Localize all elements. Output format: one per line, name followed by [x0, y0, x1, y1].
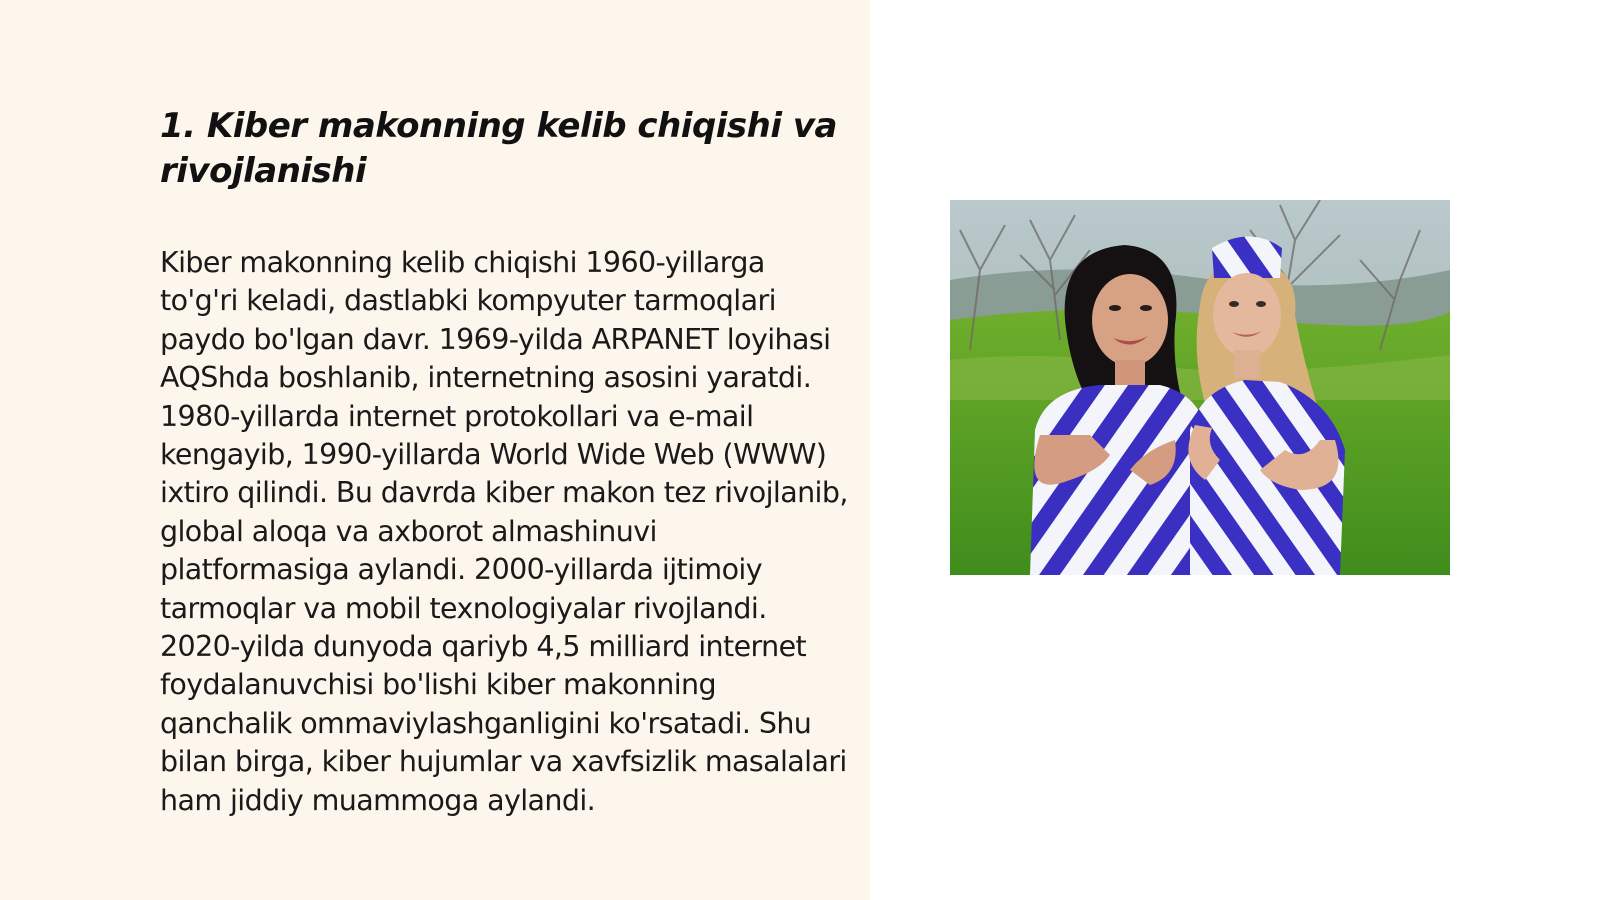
slide-body-text: Kiber makonning kelib chiqishi 1960-yillarga to'g'ri keladi, dastlabki kompyuter tarmoqlari paydo bo'lgan davr. 1969-yilda ARPANET loyihasi AQShda boshlanib, internetning asosini yaratdi. 1980-yillarda internet protokollari va e-mail kengayib, 1990-yillarda World Wide Web (WWW) ixtiro qilindi. Bu davrda kiber makon tez rivojlanib, global aloqa va axborot almashinuvi platformasiga aylandi. 2000-yillarda ijtimoiy tarmoqlar va mobil texnologiyalar rivojlandi. 2020-yilda dunyoda qariyb 4,5 milliard internet foydalanuvchisi bo'lishi kiber makonning qanchalik ommaviylashganligini ko'rsatadi. Shu bilan birga, kiber hujumlar va xavfsizlik masalalari ham jiddiy muammoga aylandi. — [160, 246, 848, 817]
photo — [950, 200, 1450, 575]
slide-title: 1. Kiber makonning kelib chiqishi va rivojlanishi — [160, 106, 837, 191]
photo-illustration — [950, 200, 1450, 575]
